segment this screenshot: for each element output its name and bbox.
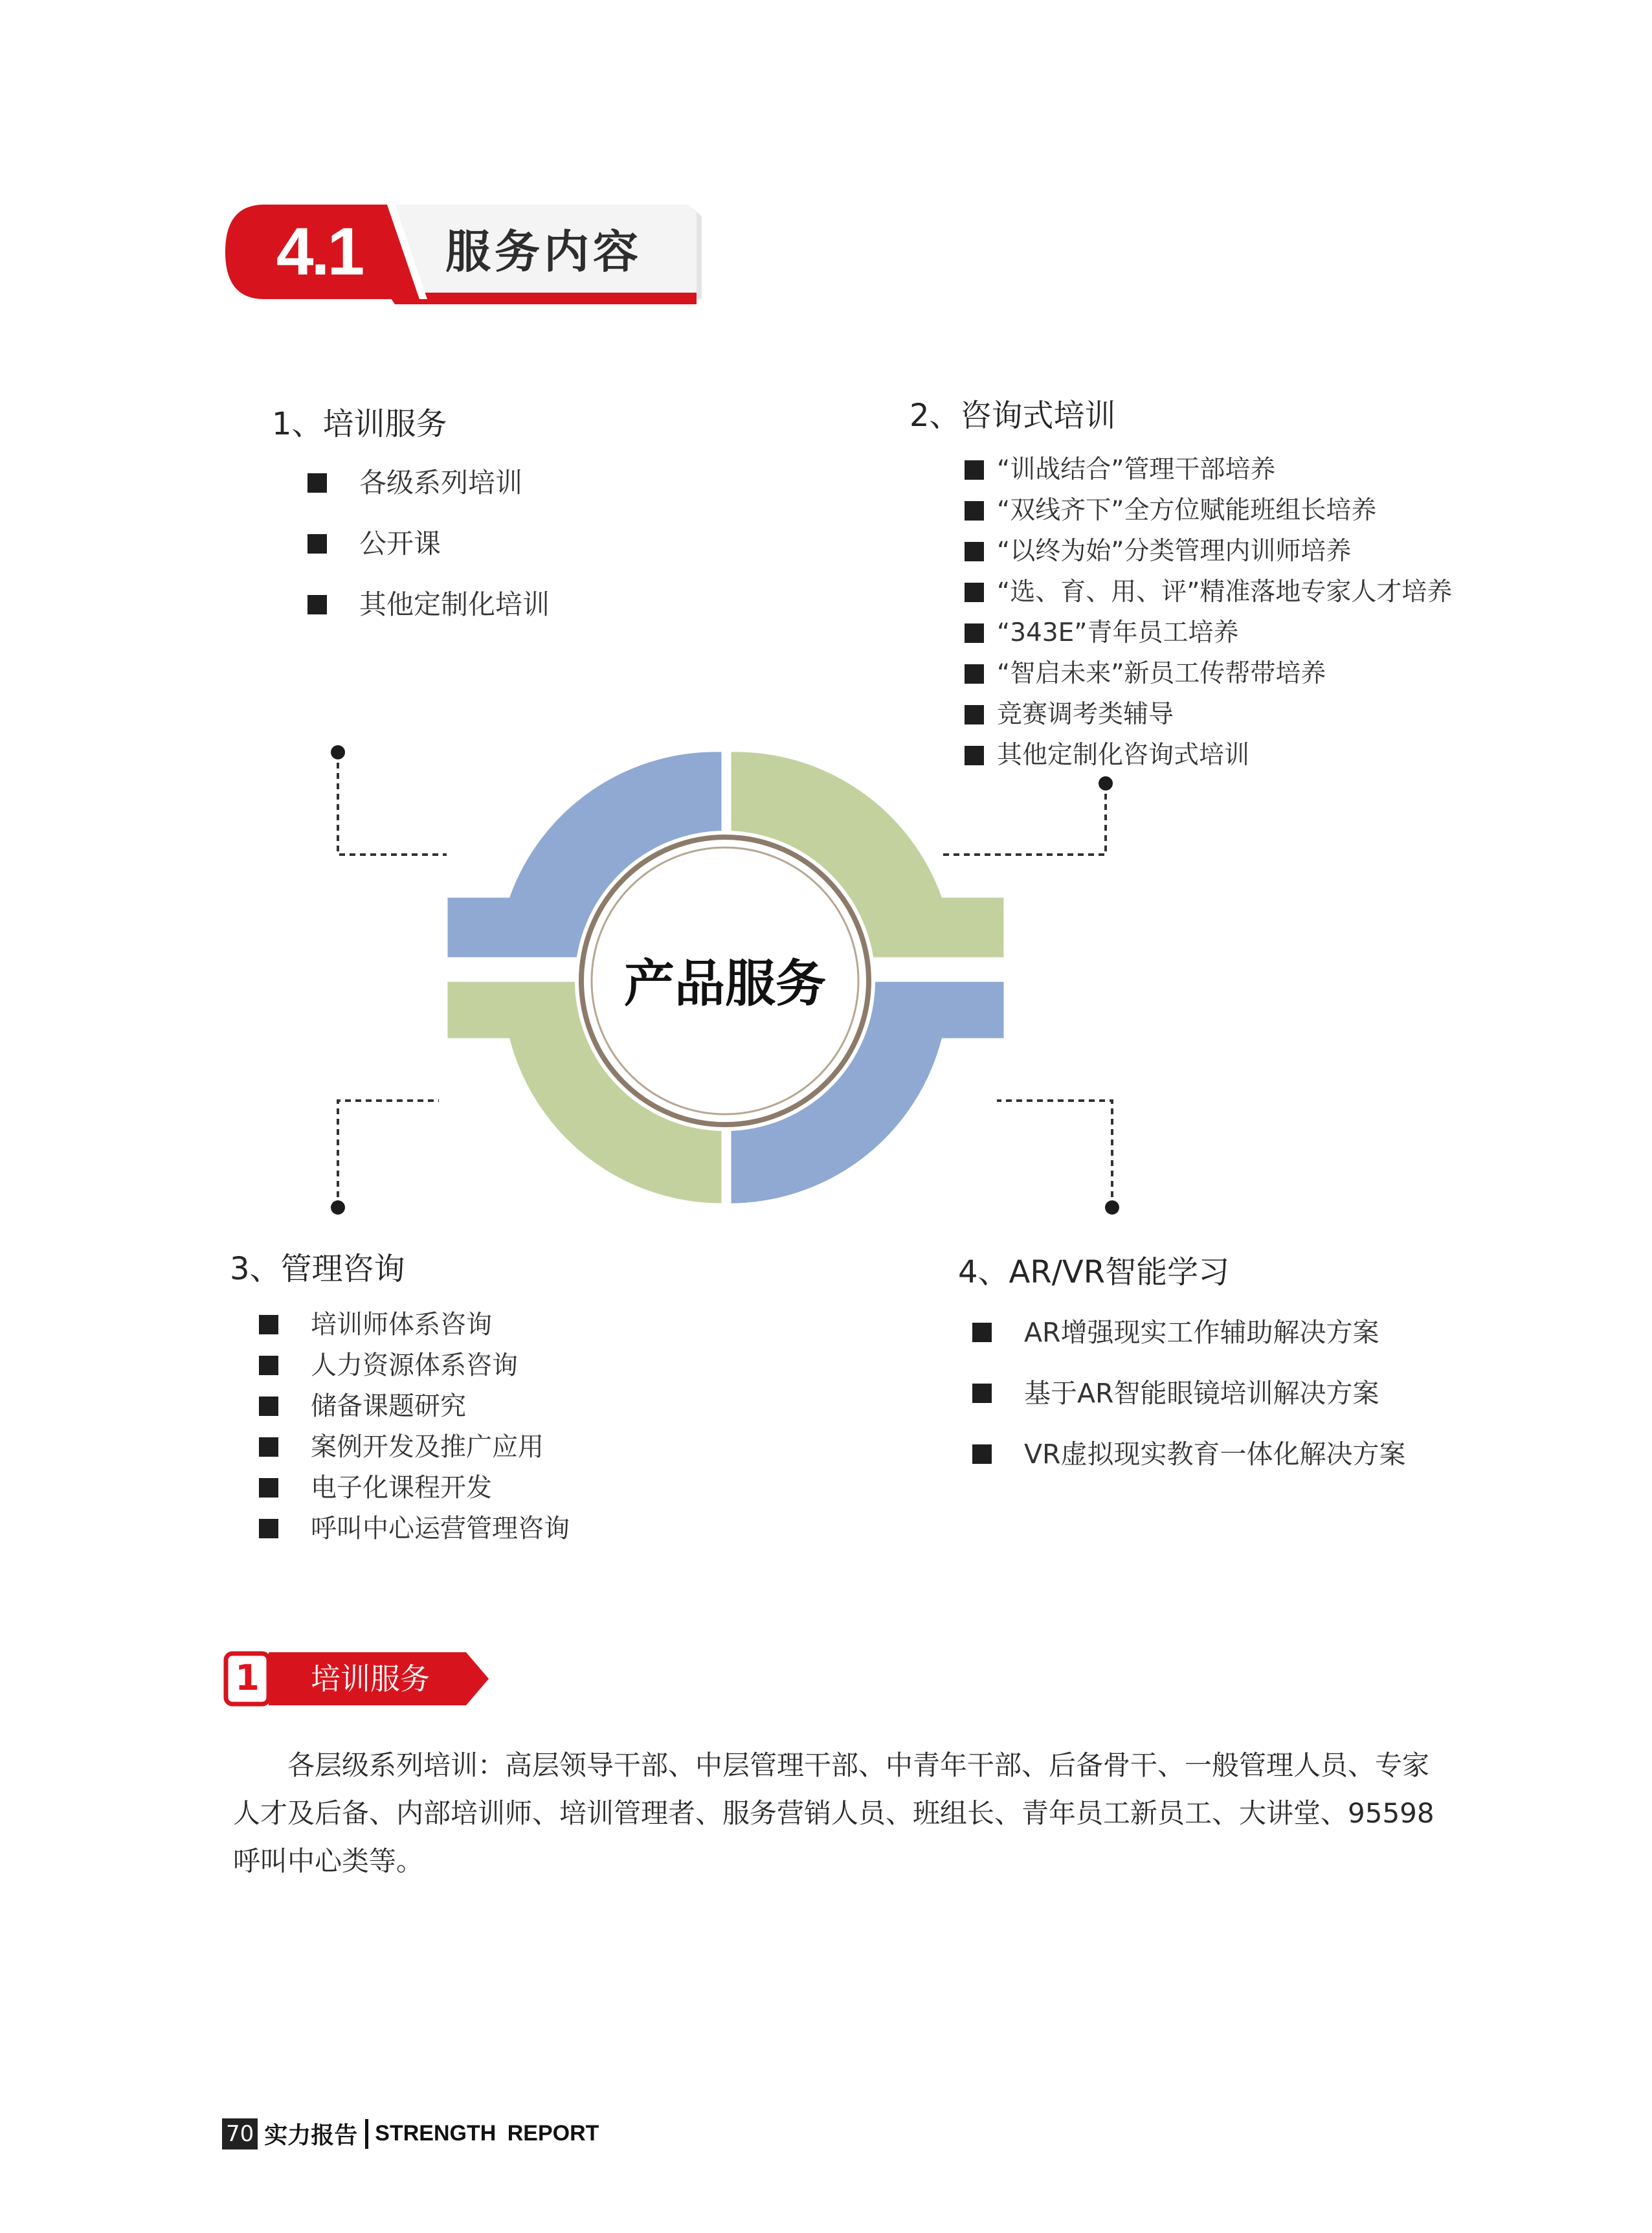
list-item: “智启未来”新员工传帮带培养 [965, 657, 1452, 698]
footer-divider [365, 2119, 368, 2149]
list-item: 竞赛调考类辅导 [965, 698, 1452, 739]
subsection-title: 培训服务 [311, 1661, 430, 1696]
bullet-square-icon [972, 1444, 992, 1464]
bullet-square-icon [965, 542, 984, 561]
connector-dot [331, 1200, 345, 1215]
list-item: 其他定制化咨询式培训 [965, 739, 1452, 780]
list-item: 其他定制化培训 [307, 587, 550, 647]
footer-title-en: STRENGTH REPORT [375, 2121, 599, 2146]
list-item: 人力资源体系咨询 [259, 1349, 570, 1389]
bullet-square-icon [259, 1315, 278, 1334]
consulting-training-title: 2、咨询式培训 [910, 398, 1116, 434]
training-description: 各层级系列培训：高层领导干部、中层管理干部、中青年干部、后备骨干、一般管理人员、专家人才及后备、内部培训师、培训管理者、服务营销人员、班组长、青年员工新员工、大讲堂、95598呼叫中心类等。 [233, 1749, 1434, 1877]
bullet-square-icon [259, 1397, 278, 1416]
connector-bottom-right [997, 1101, 1112, 1207]
list-item: “343E”青年员工培养 [965, 616, 1452, 657]
bullet-square-icon [259, 1478, 278, 1498]
center-label: 产品服务 [623, 954, 826, 1013]
subsection-tag [223, 1650, 495, 1708]
list-item: AR增强现实工作辅助解决方案 [972, 1314, 1406, 1375]
bullet-square-icon [965, 664, 984, 684]
connector-dot [1099, 776, 1113, 791]
list-item: “双线齐下”全方位赋能班组长培养 [965, 494, 1452, 535]
section-title: 服务内容 [445, 225, 642, 278]
connector-top-left [338, 752, 447, 855]
connector-top-right [939, 783, 1106, 855]
subsection-number: 1 [235, 1657, 260, 1698]
connector-bottom-left [338, 1101, 439, 1207]
management-consulting-list [259, 1308, 570, 1553]
bullet-square-icon [259, 1519, 278, 1538]
list-item: “训战结合”管理干部培养 [965, 453, 1452, 494]
connector-dot [331, 745, 345, 759]
section-badge [225, 202, 711, 312]
list-item: “以终为始”分类管理内训师培养 [965, 535, 1452, 576]
page-number: 70 [222, 2118, 258, 2149]
bullet-square-icon [965, 501, 984, 521]
list-item: “选、育、用、评”精准落地专家人才培养 [965, 576, 1452, 616]
product-services-diagram [304, 725, 1146, 1243]
arvr-list [972, 1314, 1406, 1497]
training-list [307, 465, 550, 647]
bullet-square-icon [972, 1384, 992, 1403]
section-number: 4.1 [276, 214, 363, 289]
list-item: VR虚拟现实教育一体化解决方案 [972, 1436, 1406, 1497]
bullet-square-icon [307, 534, 327, 554]
bullet-square-icon [307, 595, 327, 614]
list-item: 公开课 [307, 526, 550, 587]
footer-title-cn: 实力报告 [264, 2122, 358, 2149]
connector-dot [1105, 1200, 1119, 1215]
list-item: 培训师体系咨询 [259, 1308, 570, 1349]
list-item: 呼叫中心运营管理咨询 [259, 1512, 570, 1553]
list-item: 各级系列培训 [307, 465, 550, 526]
bullet-square-icon [307, 473, 327, 493]
bullet-square-icon [965, 705, 984, 724]
list-item: 电子化课程开发 [259, 1471, 570, 1512]
bullet-square-icon [259, 1437, 278, 1457]
arvr-title: 4、AR/VR智能学习 [958, 1254, 1230, 1290]
training-title: 1、培训服务 [272, 406, 447, 442]
management-consulting-title: 3、管理咨询 [230, 1251, 405, 1287]
bullet-square-icon [965, 583, 984, 602]
list-item: 案例开发及推广应用 [259, 1430, 570, 1471]
bullet-square-icon [972, 1323, 992, 1342]
list-item: 储备课题研究 [259, 1389, 570, 1430]
bullet-square-icon [259, 1356, 278, 1375]
bullet-square-icon [965, 460, 984, 480]
list-item: 基于AR智能眼镜培训解决方案 [972, 1375, 1406, 1436]
bullet-square-icon [965, 623, 984, 643]
page-footer [222, 2117, 599, 2151]
